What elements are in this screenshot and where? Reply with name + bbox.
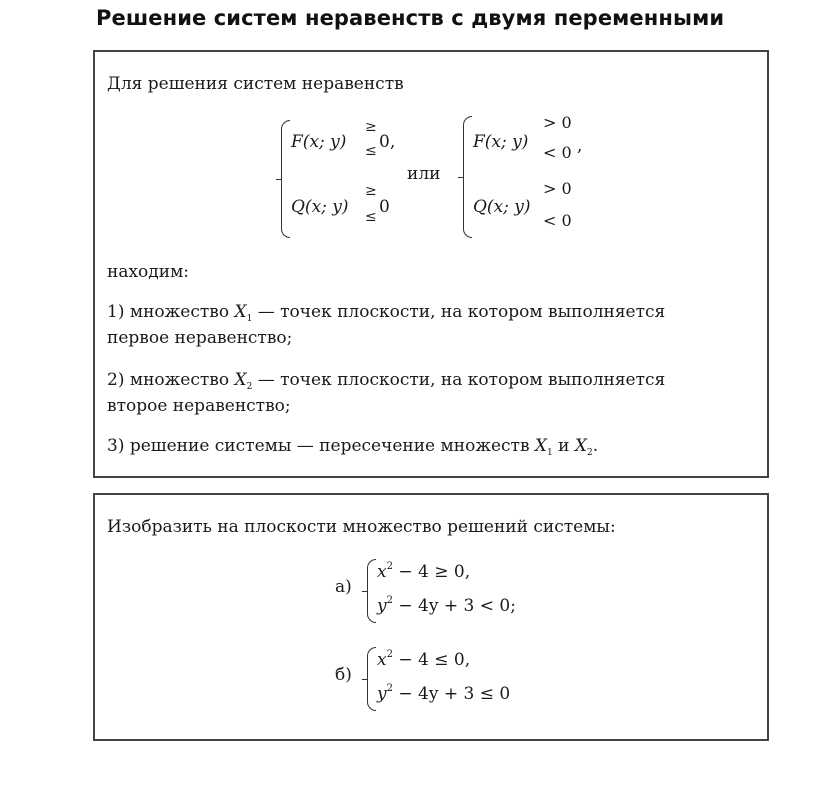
item-2-prefix: 2) множество	[107, 370, 235, 390]
item-1-line-2: первое неравенство;	[107, 328, 293, 348]
system-left-eq1-rhs: 0,	[379, 132, 396, 152]
item-3-prefix: 3) решение системы — пересечение множеств	[107, 436, 535, 456]
part-b-l2-rest: − 4y + 3 ≤ 0	[392, 684, 511, 704]
part-b-label: б)	[335, 665, 352, 685]
system-right-eq2-rel-bottom: < 0	[543, 211, 572, 230]
intro-text: Для решения систем неравенств	[107, 74, 404, 94]
item-3-line	[107, 436, 598, 458]
system-right-eq2-rel-top: > 0	[543, 179, 572, 198]
item-3-index-a: 1	[547, 448, 553, 458]
item-2-line-1	[107, 370, 665, 392]
part-b-l1-rest: − 4 ≤ 0,	[392, 650, 471, 670]
system-right-eq2-lhs: Q(x; y)	[473, 197, 531, 217]
part-b-line-1	[377, 649, 470, 670]
system-left-eq2-rhs: 0	[379, 197, 390, 217]
system-left-eq1-lhs: F(x; y)	[291, 132, 347, 152]
system-left-eq2-lhs: Q(x; y)	[291, 197, 349, 217]
part-a-l1-exp: 2	[386, 561, 393, 572]
find-label: находим:	[107, 262, 190, 282]
system-right-eq1-tail: ,	[577, 136, 583, 156]
part-a-line-2	[377, 595, 516, 616]
item-1-line-1	[107, 302, 665, 324]
task-text: Изобразить на плоскости множество решений системы:	[107, 517, 616, 537]
part-b-l2-var: y	[377, 684, 387, 704]
item-3-set-b: X	[574, 436, 588, 456]
item-2-set: X	[234, 370, 247, 390]
item-3-tail: .	[592, 436, 599, 456]
part-b-l1-exp: 2	[386, 649, 393, 660]
part-a-l1-var: x	[377, 562, 387, 582]
item-2-line-2: второе неравенство;	[107, 396, 291, 416]
part-a-l2-var: y	[377, 596, 387, 616]
item-2-set-index: 2	[246, 382, 253, 392]
part-b-l2-exp: 2	[386, 683, 393, 694]
system-right-eq1-lhs: F(x; y)	[473, 132, 529, 152]
task-box	[93, 493, 769, 741]
part-a-brace	[367, 559, 376, 623]
part-b-line-2	[377, 683, 510, 704]
item-3-conj: и	[552, 436, 575, 456]
part-a-l1-rest: − 4 ≥ 0,	[392, 562, 471, 582]
brace-right	[463, 116, 472, 238]
item-3-index-b: 2	[587, 448, 593, 458]
system-right-eq1-rel-top: > 0	[543, 113, 572, 132]
system-left-eq2-rel-bottom: ≤	[365, 209, 377, 225]
system-right-eq1-rel-bottom: < 0	[543, 143, 572, 162]
theory-box	[93, 50, 769, 478]
item-1-prefix: 1) множество	[107, 302, 235, 322]
part-a-line-1	[377, 561, 470, 582]
part-a-l2-rest: − 4y + 3 < 0;	[392, 596, 516, 616]
part-b-l1-var: x	[377, 650, 387, 670]
part-a-label: а)	[335, 577, 352, 597]
or-word: или	[407, 164, 441, 184]
item-1-set: X	[234, 302, 247, 322]
item-3-set-a: X	[534, 436, 548, 456]
item-1-set-index: 1	[246, 314, 253, 324]
part-b-brace	[367, 647, 376, 711]
system-left-eq1-rel-bottom: ≤	[365, 143, 377, 159]
system-left-eq2-rel-top: ≥	[365, 183, 377, 199]
system-left-eq1-rel-top: ≥	[365, 119, 377, 135]
part-a-l2-exp: 2	[386, 595, 393, 606]
item-2-rest: — точек плоскости, на котором выполняется	[252, 370, 666, 390]
brace-left	[281, 120, 290, 238]
page-title: Решение систем неравенств с двумя переменными	[96, 6, 725, 30]
item-1-rest: — точек плоскости, на котором выполняется	[252, 302, 666, 322]
